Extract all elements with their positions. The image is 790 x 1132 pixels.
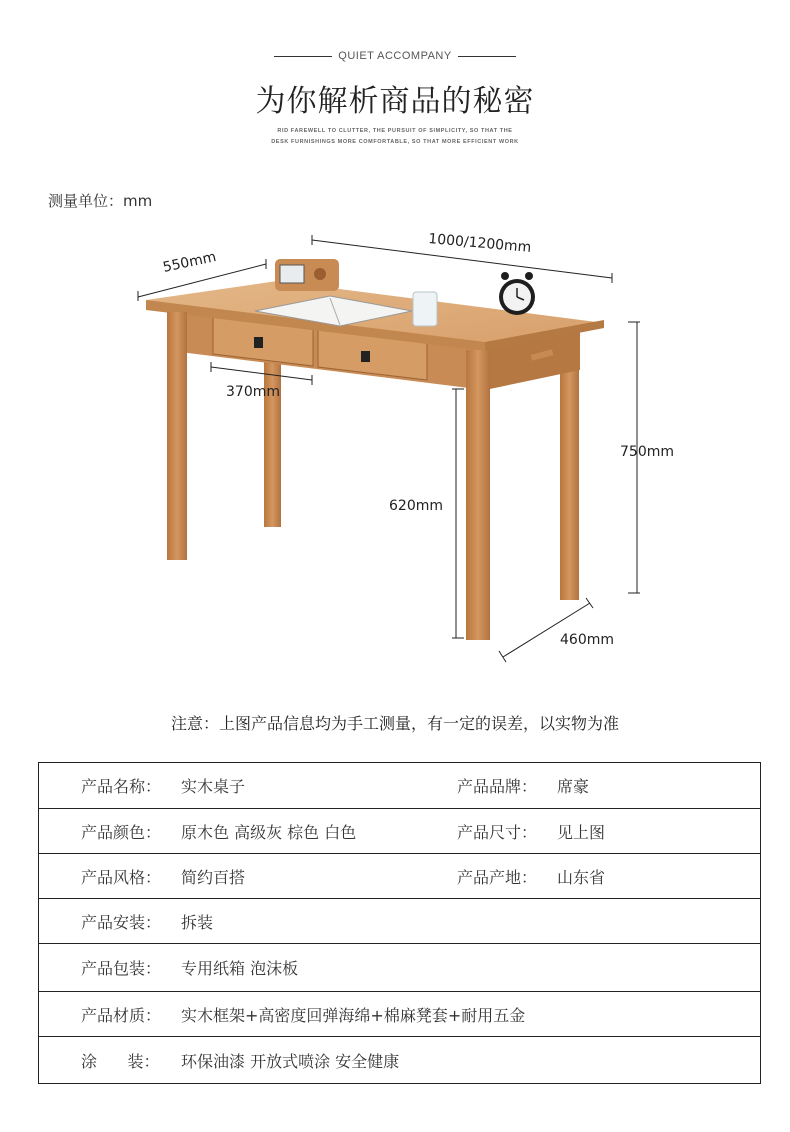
spec-label: 产品风格： (81, 867, 162, 887)
spec-value: 实木框架+高密度回弹海绵+棉麻凳套+耐用五金 (181, 1005, 526, 1025)
spec-value: 专用纸箱 泡沫板 (181, 959, 299, 978)
english-title: QUIET ACCOMPANY (338, 50, 452, 62)
spec-row-material (39, 992, 760, 1037)
dim-label-depth: 550mm (161, 249, 218, 276)
spec-row-coating (39, 1037, 760, 1083)
spec-value: 拆装 (181, 912, 214, 932)
dim-label-leg-span: 460mm (560, 632, 614, 648)
dim-line-drawer (211, 367, 312, 380)
spec-value: 实木桌子 (181, 777, 246, 796)
desk-leg-front-right (466, 350, 490, 640)
spec-row-package (39, 944, 760, 992)
spec-label: 产品包装： (81, 959, 162, 978)
spec-table (38, 762, 761, 1084)
drawer-knob-right (361, 351, 370, 362)
spec-value: 环保油漆 开放式喷涂 安全健康 (181, 1051, 400, 1071)
spec-row-style-origin (39, 854, 760, 899)
dim-label-width: 1000/1200mm (427, 231, 532, 256)
page-header (0, 0, 790, 160)
spec-row-name-brand (39, 763, 760, 809)
spec-value: 原木色 高级灰 棕色 白色 (181, 822, 357, 842)
dim-tick-leg-span-a (499, 651, 506, 662)
tagline-line-1: RID FAREWELL TO CLUTTER, THE PURSUIT OF SIMPLICITY, SO THAT THE (277, 128, 513, 134)
glass-cup-icon (413, 292, 437, 326)
alarm-clock-bell-left (501, 272, 509, 280)
page-title: 为你解析商品的秘密 (255, 84, 535, 119)
dim-tick-leg-span-b (586, 598, 593, 608)
divider-line-left (274, 56, 332, 57)
spec-value: 山东省 (557, 867, 606, 887)
divider-line-right (458, 56, 516, 57)
dim-line-leg-span (503, 603, 590, 657)
spec-label: 产品品牌： (457, 777, 538, 796)
dim-label-drawer: 370mm (226, 384, 280, 400)
spec-label: 产品颜色： (81, 822, 162, 842)
drawer-knob-left (254, 337, 263, 348)
spec-label: 产品材质： (81, 1005, 162, 1025)
spec-label: 涂 装： (81, 1051, 160, 1071)
desk-leg-front-left (167, 312, 187, 560)
spec-label: 产品尺寸： (457, 822, 538, 842)
radio-clock-dial (314, 268, 326, 280)
english-title-row (0, 50, 790, 62)
alarm-clock-bell-right (525, 272, 533, 280)
spec-row-color-size (39, 809, 760, 854)
spec-label: 产品安装： (81, 912, 162, 932)
spec-value: 简约百搭 (181, 867, 246, 887)
dim-label-height: 750mm (620, 444, 674, 460)
spec-label: 产品名称： (81, 777, 162, 796)
spec-value: 见上图 (557, 822, 606, 842)
spec-label: 产品产地： (457, 867, 538, 887)
spec-value: 席豪 (557, 777, 590, 796)
tagline-line-2: DESK FURNISHINGS MORE COMFORTABLE, SO THAT MORE EFFICIENT WORK (271, 139, 519, 145)
radio-clock-screen (280, 265, 304, 283)
desk-leg-back-right (560, 342, 579, 600)
dim-label-leg-height: 620mm (389, 498, 443, 514)
desk-dimension-diagram (0, 220, 790, 670)
measurement-unit-label: 测量单位：mm (48, 192, 153, 210)
measurement-note: 注意：上图产品信息均为手工测量，有一定的误差，以实物为准 (170, 714, 619, 733)
spec-row-install (39, 899, 760, 944)
